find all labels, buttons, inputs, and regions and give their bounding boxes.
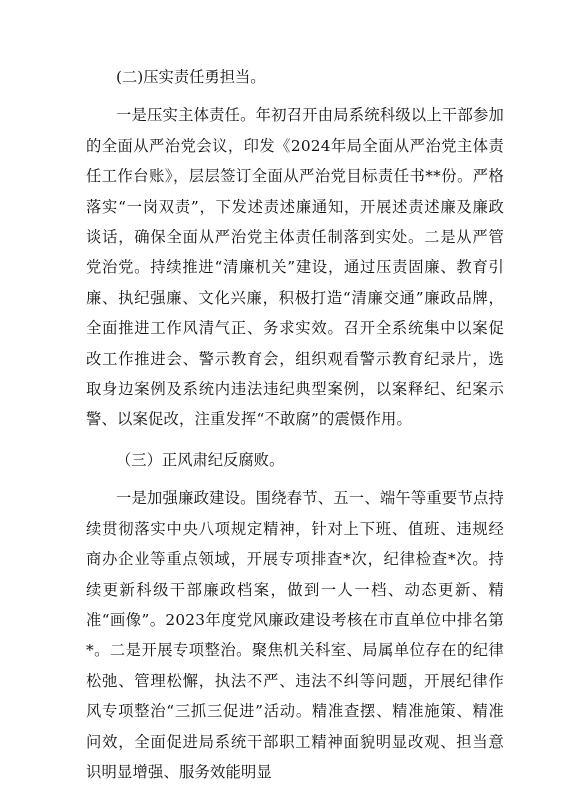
section-gap <box>86 435 504 445</box>
section-body-2: 一是压实主体责任。年初召开由局系统科级以上干部参加的全面从严治党会议，印发《2024年局全面从严治党主体责任工作台账》，层层签订全面从严治党目标责任书**份。严格落实“一岗双责”，下发述责述廉通知，开展述责述廉及廉政谈话，确保全面从严治党主体责任制落到实处。二是从严管党治党。持续推进“清廉机关”建设，通过压责固廉、教育引廉、执纪强廉、文化兴廉，积极打造“清廉交通”廉政品牌，全面推进工作风清气正、务求实效。召开全系统集中以案促改工作推进会、警示教育会，组织观看警示教育纪录片，选取身边案例及系统内违法违纪典型案例，以案释纪、纪案示警、以案促改，注重发挥“不敢腐”的震慑作用。 <box>86 106 504 429</box>
section-heading-3: （三）正风肃纪反腐败。 <box>116 450 285 469</box>
section-body-3: 一是加强廉政建设。围绕春节、五一、端午等重要节点持续贯彻落实中央八项规定精神，针对上下班、值班、违规经商办企业等重点领域，开展专项排查*次，纪律检查*次。持续更新科级干部廉政档案，做到一人一档、动态更新、精准“画像”。2023年度党风廉政建设考核在市直单位中排名第*。二是开展专项整治。聚焦机关科室、局属单位存在的纪律松弛、管理松懈，执法不严、违法不纠等问题，开展纪律作风专项整治“三抓三促进”活动。精准查摆、精准施策、精准问效，全面促进局系统干部职工精神面貌明显改观、担当意识明显增强、服务效能明显 <box>86 489 504 781</box>
section-heading-2: (二)压实责任勇担当。 <box>116 68 266 86</box>
